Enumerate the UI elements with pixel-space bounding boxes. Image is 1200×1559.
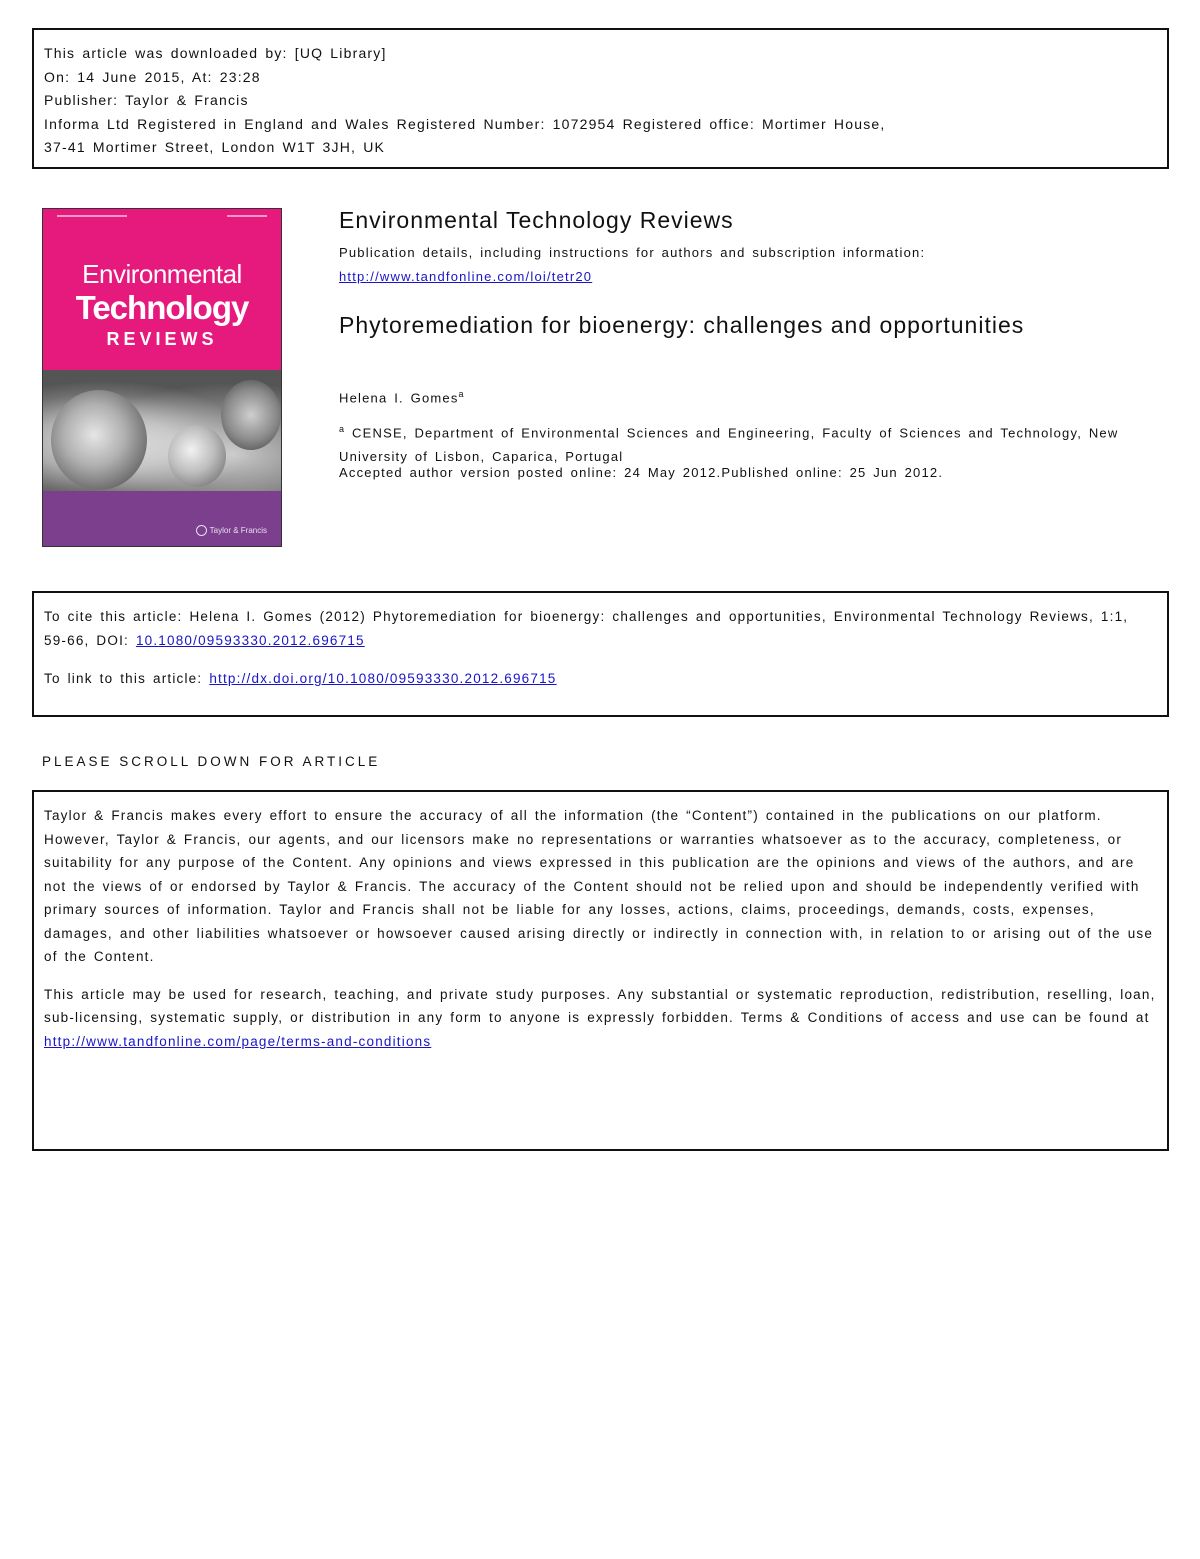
citation-text bbox=[44, 605, 1157, 652]
journal-link[interactable]: http://www.tandfonline.com/loi/tetr20 bbox=[339, 269, 593, 284]
download-line-library: This article was downloaded by: [UQ Library] bbox=[44, 45, 387, 61]
article-link-line bbox=[44, 667, 1157, 691]
download-line-publisher: Publisher: Taylor & Francis bbox=[44, 92, 249, 108]
author-affiliation-mark: a bbox=[458, 389, 465, 399]
publication-details: Publication details, including instructions for authors and subscription information: bbox=[339, 245, 926, 260]
citation-prefix: To cite this article: Helena I. Gomes (2012) Phytoremediation for bioenergy: challenges and opportunities, Environmental Technology Reviews, 1:1, 59-66, DOI: bbox=[44, 609, 1129, 648]
author-name: Helena I. Gomes bbox=[339, 390, 459, 406]
article-title: Phytoremediation for bioenergy: challenges and opportunities bbox=[339, 312, 1025, 338]
download-line-registration: Informa Ltd Registered in England and Wales Registered Number: 1072954 Registered office: Mortimer House, bbox=[44, 115, 886, 132]
publisher-logo-icon: Taylor & Francis bbox=[196, 525, 267, 536]
download-line-date: On: 14 June 2015, At: 23:28 bbox=[44, 68, 261, 85]
article-link-label: To link to this article: bbox=[44, 671, 203, 686]
article-doi-url-link[interactable]: http://dx.doi.org/10.1080/09593330.2012.696715 bbox=[209, 671, 557, 686]
cover-title-line2: Technology bbox=[75, 289, 249, 326]
posted-dates: Accepted author version posted online: 24 May 2012.Published online: 25 Jun 2012. bbox=[339, 465, 944, 480]
disclaimer-paragraph-1: Taylor & Francis makes every effort to ensure the accuracy of all the information (the “Content”) contained in the publications on our platform. However, Taylor & Francis, our agents, and our licensors make no representations or warranties whatsoever as to the accuracy, completeness, or suitability for any purpose of the Content. Any opinions and views expressed in this publication are the opinions and views of the authors, and are not the views of or endorsed by Taylor & Francis. The accuracy of the Content should not be relied upon and should be independently verified with primary sources of information. Taylor and Francis shall not be liable for any losses, actions, claims, proceedings, demands, costs, expenses, damages, and other liabilities whatsoever or howsoever caused arising directly or indirectly in connection with, in relation to or arising out of the use of the Content. bbox=[44, 808, 1154, 964]
disclaimer-paragraph-2 bbox=[44, 983, 1157, 1054]
cover-title-line3: REVIEWS bbox=[106, 329, 218, 349]
scroll-down-note: PLEASE SCROLL DOWN FOR ARTICLE bbox=[42, 754, 381, 769]
doi-link[interactable]: 10.1080/09593330.2012.696715 bbox=[135, 632, 365, 648]
author-affiliation bbox=[339, 418, 1139, 468]
affiliation-mark: a bbox=[339, 424, 346, 434]
cover-micrograph bbox=[43, 370, 281, 491]
cover-title-line1: Environmental bbox=[82, 259, 242, 289]
disclaimer-box bbox=[32, 790, 1169, 1151]
journal-title: Environmental Technology Reviews bbox=[339, 207, 734, 233]
cover-top-strip bbox=[43, 209, 281, 231]
terms-and-conditions-link[interactable]: http://www.tandfonline.com/page/terms-and-conditions bbox=[44, 1033, 432, 1049]
journal-cover-image bbox=[42, 208, 282, 547]
citation-box bbox=[32, 591, 1169, 717]
cover-purple-band bbox=[43, 491, 281, 547]
affiliation-text: CENSE, Department of Environmental Sciences and Engineering, Faculty of Sciences and Technology, New University of Lisbon, Caparica, Portugal bbox=[339, 425, 1119, 464]
download-line-address: 37-41 Mortimer Street, London W1T 3JH, UK bbox=[44, 139, 386, 155]
disclaimer-paragraph-2-text: This article may be used for research, teaching, and private study purposes. Any substantial or systematic reproduction, redistribution, reselling, loan, sub-licensing, systematic supply, or distribution in any form to anyone is expressly forbidden. Terms & Conditions of access and use can be found at bbox=[44, 986, 1156, 1025]
article-author bbox=[339, 389, 465, 405]
download-info-box bbox=[32, 28, 1169, 169]
